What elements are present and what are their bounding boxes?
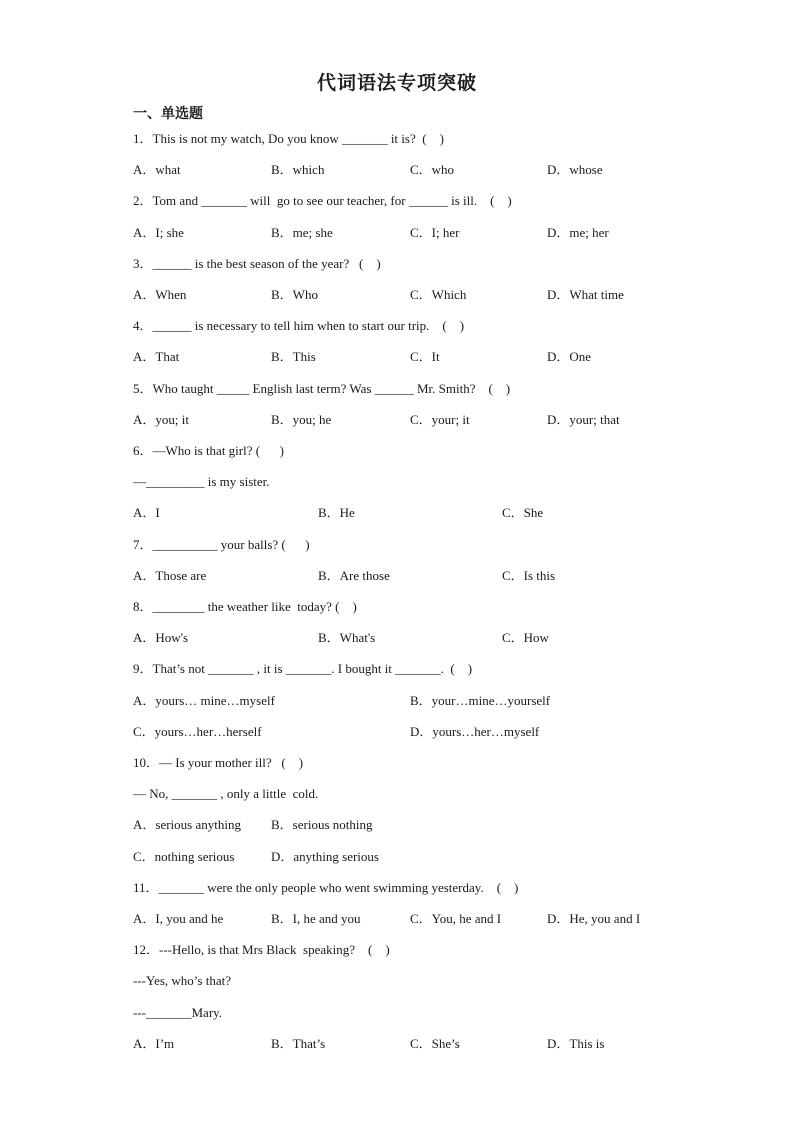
question-6-option-b[interactable]: B．He xyxy=(318,505,355,520)
question-11-option-d[interactable]: D．He, you and I xyxy=(547,911,641,926)
question-3-option-d[interactable]: D．What time xyxy=(547,287,624,302)
question-5-stem: 5．Who taught _____ English last term? Was ______ Mr. Smith? ( ) xyxy=(133,381,511,396)
page-title: 代词语法专项突破 xyxy=(316,72,477,94)
question-1-option-c[interactable]: C．who xyxy=(410,162,455,177)
question-10-option-c[interactable]: C．nothing serious xyxy=(133,849,235,864)
question-4-option-a[interactable]: A．That xyxy=(133,349,180,364)
question-11-option-b[interactable]: B．I, he and you xyxy=(271,911,361,926)
question-1-option-b[interactable]: B．which xyxy=(271,162,325,177)
question-12-dialogue-line-2: ---_______Mary. xyxy=(133,1005,223,1020)
question-9-stem: 9．That’s not _______ , it is _______. I bought it _______. ( ) xyxy=(133,661,473,676)
question-9-option-d[interactable]: D．yours…her…myself xyxy=(410,724,540,739)
question-3-option-a[interactable]: A．When xyxy=(133,287,187,302)
question-5-option-c[interactable]: C．your; it xyxy=(410,412,470,427)
question-4-option-b[interactable]: B．This xyxy=(271,349,316,364)
question-3-option-b[interactable]: B．Who xyxy=(271,287,318,302)
question-11-option-a[interactable]: A．I, you and he xyxy=(133,911,224,926)
question-10-option-a[interactable]: A．serious anything xyxy=(133,817,241,832)
question-1-stem: 1．This is not my watch, Do you know _______ it is? ( ) xyxy=(133,131,444,146)
question-5-option-d[interactable]: D．your; that xyxy=(547,412,620,427)
question-12-option-d[interactable]: D．This is xyxy=(547,1036,605,1051)
question-8-stem: 8．________ the weather like today? ( ) xyxy=(133,599,357,614)
question-2-option-d[interactable]: D．me; her xyxy=(547,225,609,240)
question-7-stem: 7．__________ your balls? ( ) xyxy=(133,537,310,552)
question-9-option-c[interactable]: C．yours…her…herself xyxy=(133,724,262,739)
question-2-option-b[interactable]: B．me; she xyxy=(271,225,333,240)
question-8-option-c[interactable]: C．How xyxy=(502,630,549,645)
question-11-stem: 11．_______ were the only people who went swimming yesterday. ( ) xyxy=(133,880,519,895)
question-6-option-a[interactable]: A．I xyxy=(133,505,160,520)
question-6-answer-line: —_________ is my sister. xyxy=(133,474,270,489)
question-12-option-b[interactable]: B．That’s xyxy=(271,1036,326,1051)
question-3-option-c[interactable]: C．Which xyxy=(410,287,467,302)
question-12-stem: 12．---Hello, is that Mrs Black speaking? ( ) xyxy=(133,942,390,957)
question-5-option-a[interactable]: A．you; it xyxy=(133,412,189,427)
section-title: 一、单选题 xyxy=(133,106,203,122)
question-1-option-d[interactable]: D．whose xyxy=(547,162,603,177)
question-4-option-c[interactable]: C．It xyxy=(410,349,440,364)
question-5-option-b[interactable]: B．you; he xyxy=(271,412,332,427)
question-12-option-a[interactable]: A．I’m xyxy=(133,1036,175,1051)
question-8-option-b[interactable]: B．What's xyxy=(318,630,376,645)
question-9-option-a[interactable]: A．yours… mine…myself xyxy=(133,693,275,708)
question-11-option-c[interactable]: C．You, he and I xyxy=(410,911,502,926)
question-7-option-a[interactable]: A．Those are xyxy=(133,568,207,583)
question-12-option-c[interactable]: C．She’s xyxy=(410,1036,460,1051)
question-10-option-d[interactable]: D．anything serious xyxy=(271,849,379,864)
question-2-stem: 2．Tom and _______ will go to see our teacher, for ______ is ill. ( ) xyxy=(133,193,512,208)
question-3-stem: 3．______ is the best season of the year? ( ) xyxy=(133,256,381,271)
question-6-stem: 6．—Who is that girl? ( ) xyxy=(133,443,284,458)
question-4-stem: 4．______ is necessary to tell him when to start our trip. ( ) xyxy=(133,318,465,333)
question-1-option-a[interactable]: A．what xyxy=(133,162,181,177)
question-10-stem: 10．— Is your mother ill? ( ) xyxy=(133,755,304,770)
question-2-option-a[interactable]: A．I; she xyxy=(133,225,184,240)
question-10-option-b[interactable]: B．serious nothing xyxy=(271,817,373,832)
question-2-option-c[interactable]: C．I; her xyxy=(410,225,460,240)
question-9-option-b[interactable]: B．your…mine…yourself xyxy=(410,693,551,708)
question-10-answer-line: — No, _______ , only a little cold. xyxy=(133,786,319,801)
question-7-option-b[interactable]: B．Are those xyxy=(318,568,390,583)
question-7-option-c[interactable]: C．Is this xyxy=(502,568,556,583)
question-12-dialogue-line-1: ---Yes, who’s that? xyxy=(133,973,231,988)
question-4-option-d[interactable]: D．One xyxy=(547,349,592,364)
question-6-option-c[interactable]: C．She xyxy=(502,505,544,520)
question-8-option-a[interactable]: A．How's xyxy=(133,630,189,645)
